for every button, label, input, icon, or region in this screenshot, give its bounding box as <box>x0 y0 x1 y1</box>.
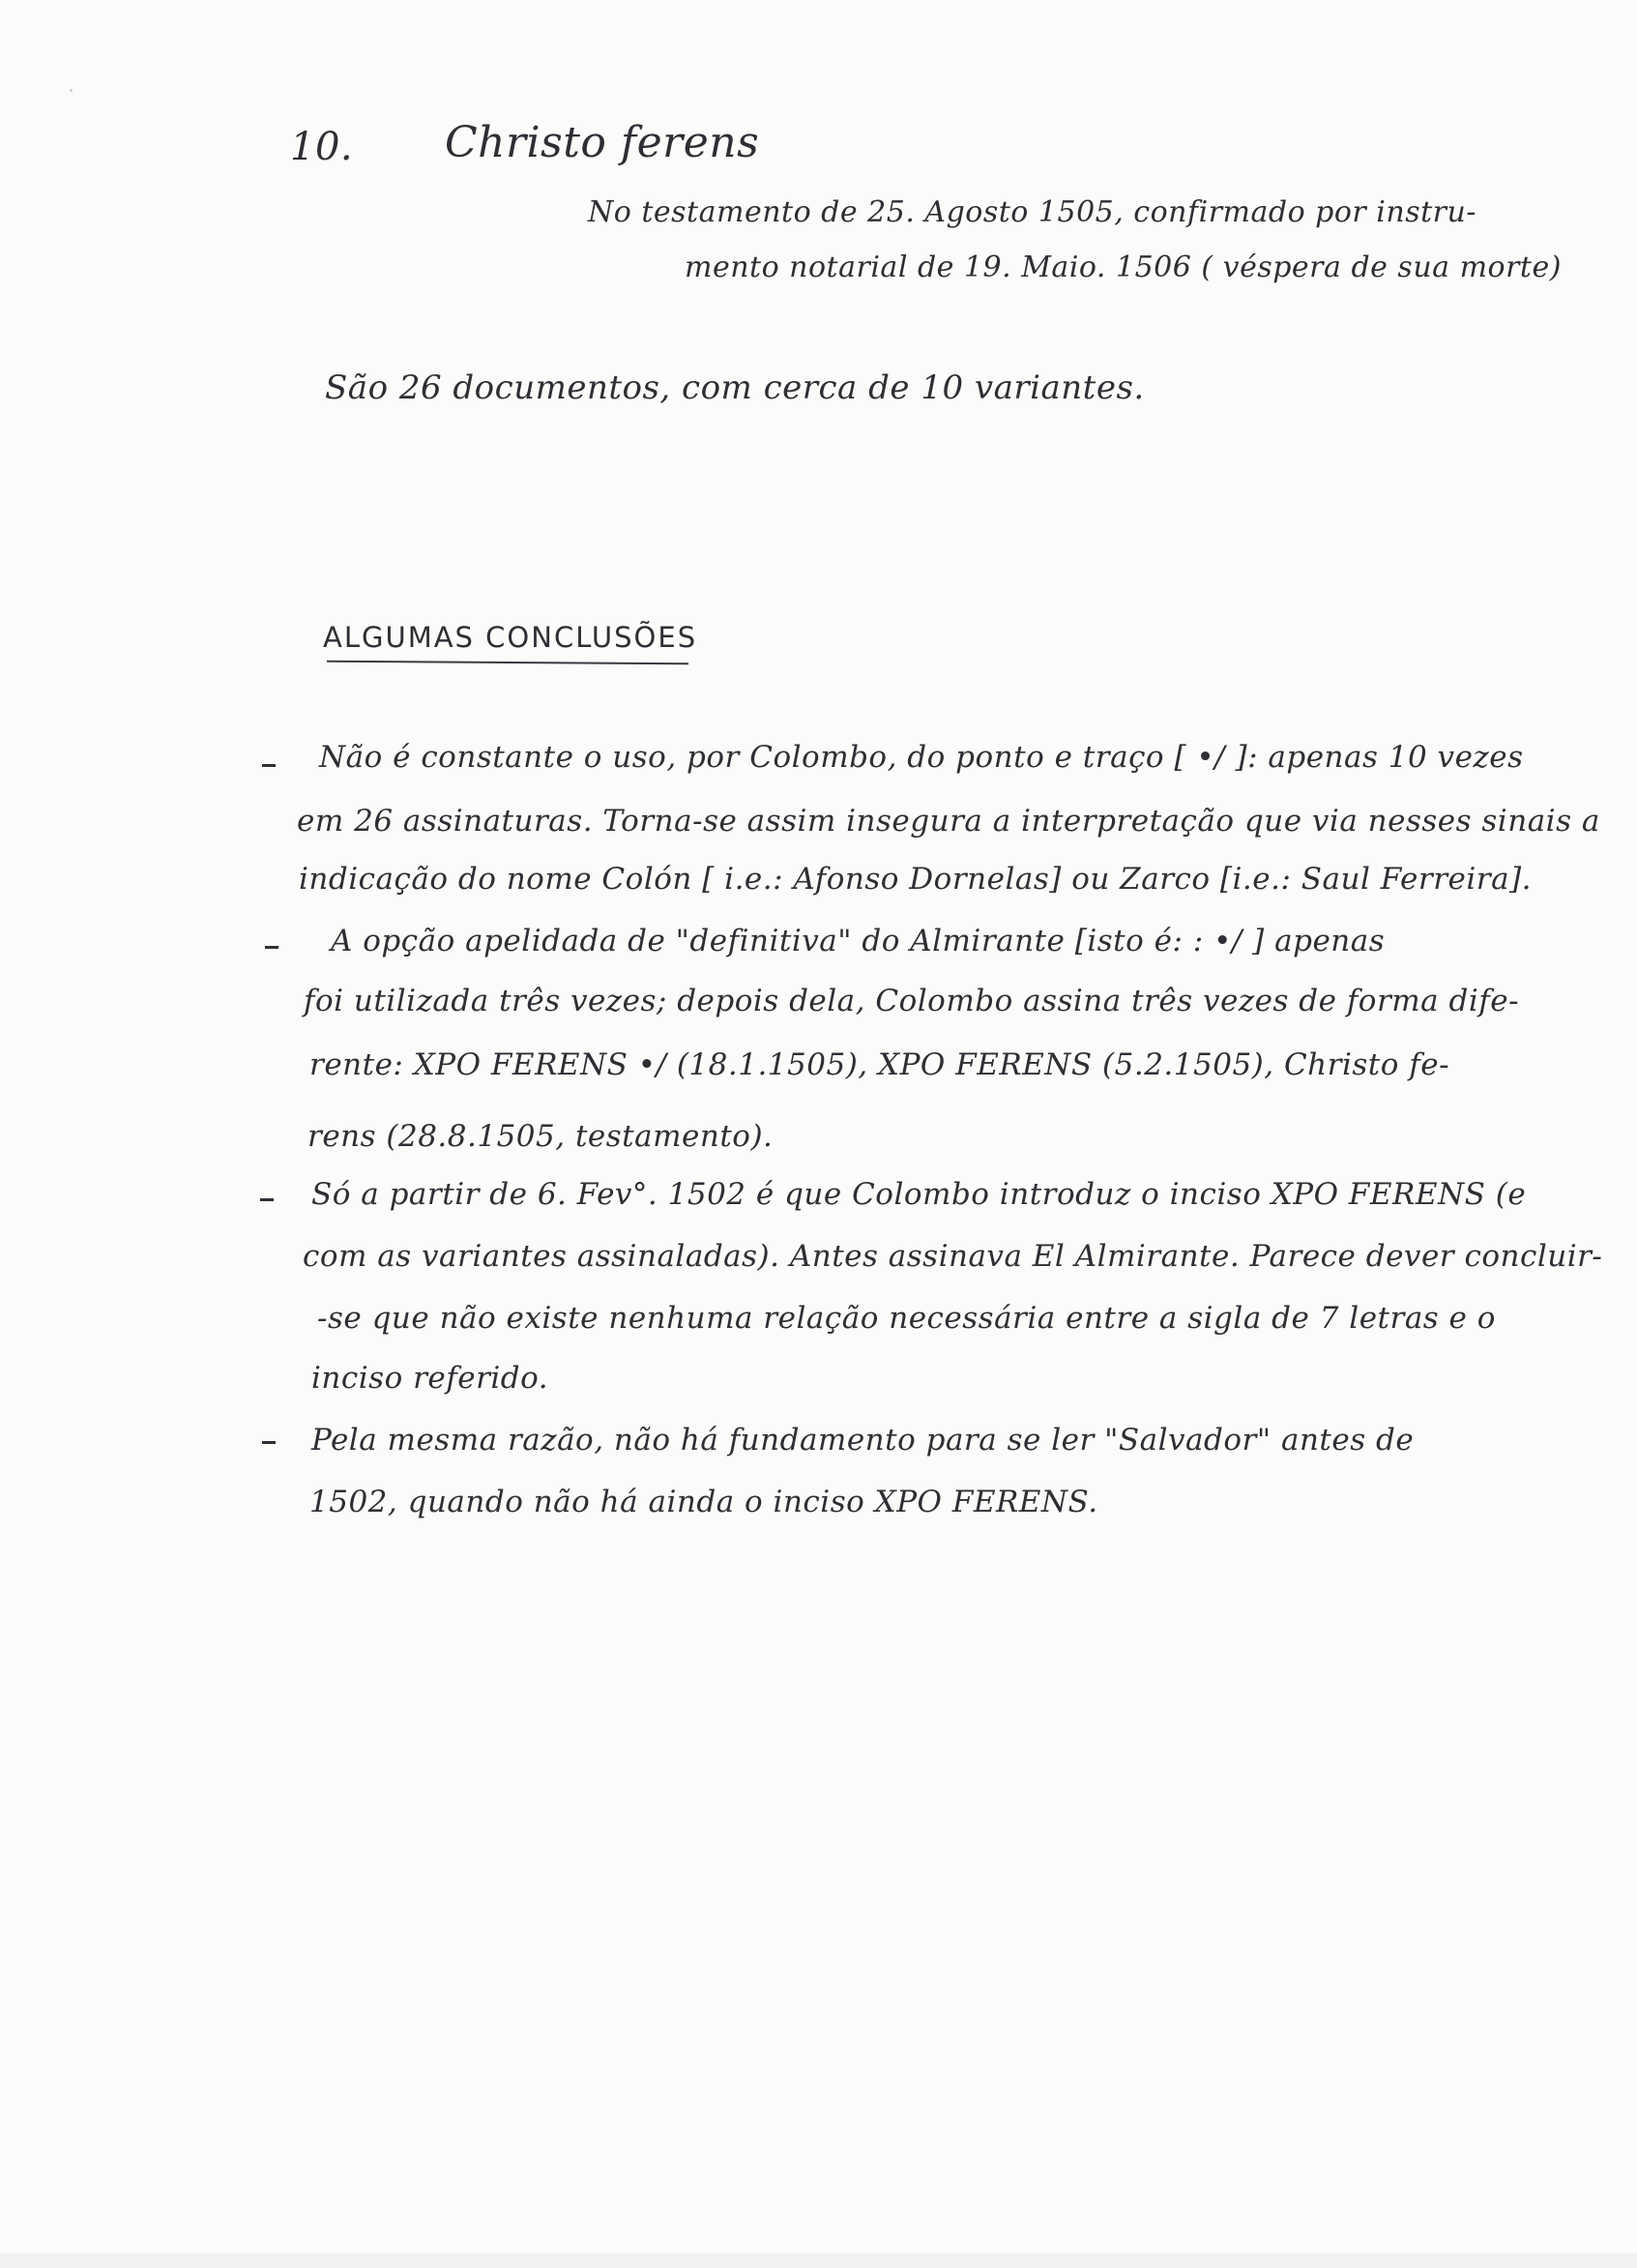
paragraph-line: com as variantes assinaladas). Antes assinava El Almirante. Parece dever concluir- <box>303 1239 1603 1274</box>
paragraph-line: rente: XPO FERENS •/ (18.1.1505), XPO FERENS (5.2.1505), Christo fe- <box>309 1047 1450 1082</box>
paragraph-line: -se que não existe nenhuma relação necessária entre a sigla de 7 letras e o <box>317 1301 1496 1336</box>
paragraph-line: inciso referido. <box>311 1361 549 1396</box>
testament-line-1: No testamento de 25. Agosto 1505, confirmado por instru- <box>588 195 1476 229</box>
paragraph-line: foi utilizada três vezes; depois dela, Colombo assina três vezes de forma dife- <box>304 984 1520 1018</box>
entry-title: Christo ferens <box>445 118 760 167</box>
bullet-dash <box>262 1441 276 1444</box>
bullet-dash <box>262 764 276 767</box>
bullet-dash <box>265 946 278 949</box>
paragraph-line: indicação do nome Colón [ i.e.: Afonso Dornelas] ou Zarco [i.e.: Saul Ferreira]. <box>299 862 1533 897</box>
page-bottom-edge <box>0 2253 1637 2268</box>
bullet-dash <box>260 1198 274 1201</box>
paragraph-line: em 26 assinaturas. Torna-se assim insegura a interpretação que via nesses sinais a <box>297 804 1600 839</box>
paragraph-line: rens (28.8.1505, testamento). <box>307 1119 774 1154</box>
paragraph-line: 1502, quando não há ainda o inciso XPO FERENS. <box>309 1485 1098 1519</box>
entry-number: 10. <box>290 125 354 169</box>
paragraph-line: Pela mesma razão, não há fundamento para se ler "Salvador" antes de <box>311 1423 1415 1458</box>
paragraph-line: A opção apelidada de "definitiva" do Almirante [isto é: : •/ ] apenas <box>331 924 1386 958</box>
section-heading: ALGUMAS CONCLUSÕES <box>323 621 698 654</box>
section-underline <box>327 661 688 665</box>
paragraph-line: Não é constante o uso, por Colombo, do ponto e traço [ •/ ]: apenas 10 vezes <box>319 740 1524 775</box>
paper-speck <box>70 89 73 92</box>
testament-line-2: mento notarial de 19. Maio. 1506 ( véspera de sua morte) <box>685 250 1562 284</box>
paragraph-line: Só a partir de 6. Fev°. 1502 é que Colombo introduz o inciso XPO FERENS (e <box>311 1177 1527 1212</box>
documents-summary: São 26 documentos, com cerca de 10 variantes. <box>325 368 1145 407</box>
